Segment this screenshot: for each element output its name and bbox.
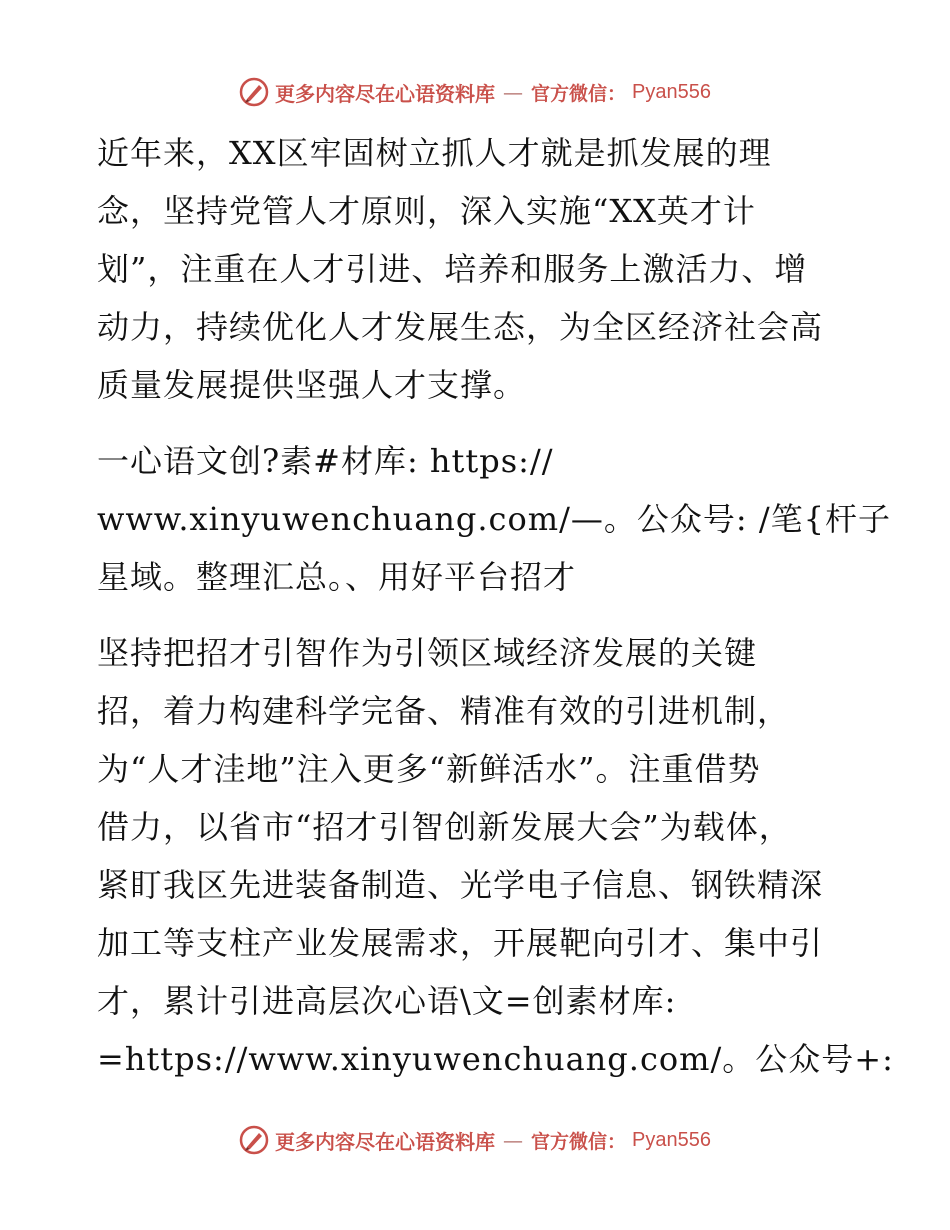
- wechat-label: 官方微信：: [531, 82, 627, 105]
- wechat-id: Pyan556: [632, 1128, 711, 1151]
- text-line: 才，累计引进高层次心语\文=创素材库:: [97, 982, 677, 1020]
- text-line: 紧盯我区先进装备制造、光学电子信息、钢铁精深: [97, 866, 824, 904]
- banner-separator: —: [503, 1128, 523, 1152]
- text-line: =https://www.xinyuwenchuang.com/。公众号+:: [97, 1040, 894, 1078]
- text-line: www.xinyuwenchuang.com/—。公众号: /笔{杆子: [97, 500, 891, 538]
- text-line: 借力，以省市“招才引智创新发展大会”为载体，: [97, 808, 792, 846]
- text-line: 动力，持续优化人才发展生态，为全区经济社会高: [97, 308, 824, 346]
- text-line: 坚持把招才引智作为引领区域经济发展的关键: [97, 634, 758, 672]
- footer-banner: [0, 1120, 950, 1160]
- text-line: 划”，注重在人才引进、培养和服务上激活力、增: [97, 250, 808, 288]
- text-line: 为“人才洼地”注入更多“新鲜活水”。注重借势: [97, 750, 761, 788]
- quill-logo-icon: [239, 77, 269, 107]
- text-line: 招，着力构建科学完备、精准有效的引进机制，: [97, 692, 791, 730]
- header-banner: [0, 72, 950, 112]
- paragraph-intro: [97, 124, 857, 414]
- text-line: 念，坚持党管人才原则，深入实施“XX英才计: [97, 192, 756, 230]
- paragraph-section-heading: [97, 432, 891, 606]
- document-body: [97, 124, 894, 1088]
- banner-separator: —: [503, 80, 523, 104]
- text-line: 一心语文创?素#材库: https://: [97, 442, 554, 480]
- wechat-label: 官方微信：: [531, 1130, 627, 1153]
- paragraph-recruitment: [97, 624, 894, 1088]
- text-line: 质量发展提供坚强人才支撑。: [97, 366, 527, 404]
- text-line: 加工等支柱产业发展需求，开展靶向引才、集中引: [97, 924, 824, 962]
- banner-slogan: 更多内容尽在心语资料库: [275, 1129, 495, 1154]
- wechat-id: Pyan556: [632, 80, 711, 103]
- paragraph-spacer: [97, 606, 857, 624]
- banner-slogan: 更多内容尽在心语资料库: [275, 81, 495, 106]
- text-line: 星域。整理汇总。、用好平台招才: [97, 558, 577, 596]
- text-line: 近年来，XX区牢固树立抓人才就是抓发展的理: [97, 134, 772, 172]
- paragraph-spacer: [97, 414, 857, 432]
- quill-logo-icon: [239, 1125, 269, 1155]
